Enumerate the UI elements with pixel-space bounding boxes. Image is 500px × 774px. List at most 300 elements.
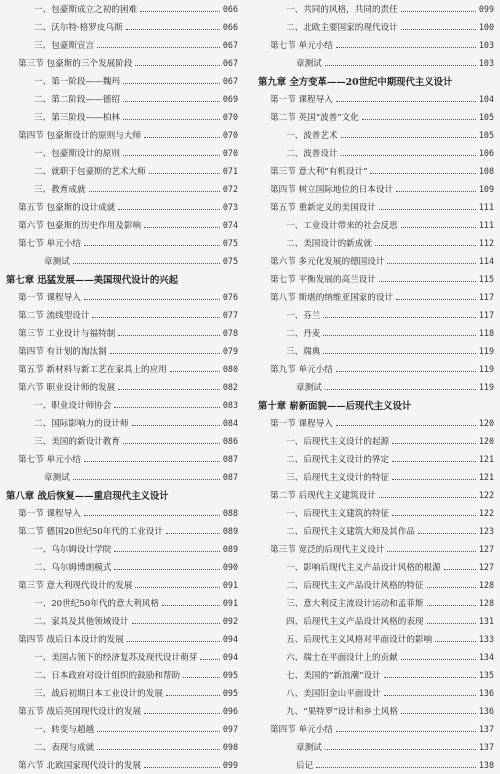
dot-leader bbox=[396, 299, 476, 300]
toc-entry-label: 一、后现代主义建筑的特征 bbox=[286, 509, 390, 519]
dot-leader bbox=[427, 605, 476, 606]
toc-entry-label: 二、波普设计 bbox=[286, 149, 338, 159]
dot-leader bbox=[384, 695, 476, 696]
toc-entry-page-number: 070 bbox=[222, 148, 238, 158]
dot-leader bbox=[140, 11, 220, 12]
toc-entry-item bbox=[258, 468, 494, 486]
toc-entry-section bbox=[6, 198, 238, 216]
dot-leader bbox=[387, 263, 475, 264]
dot-leader bbox=[114, 551, 220, 552]
toc-entry-page-number: 070 bbox=[222, 130, 238, 140]
toc-entry-item bbox=[258, 594, 494, 612]
toc-entry-label: 二、家具及其他领域设计 bbox=[34, 617, 129, 627]
toc-entry-section bbox=[6, 288, 238, 306]
toc-entry-label: 二、后现代主义产品设计风格的特征 bbox=[286, 581, 424, 591]
dot-leader bbox=[384, 677, 476, 678]
toc-entry-page-number: 066 bbox=[222, 22, 238, 32]
toc-entry-label: 第二节 英国“波普”文化 bbox=[270, 113, 359, 123]
toc-entry-label: 六、瑞士在平面设计上的贡献 bbox=[286, 653, 398, 663]
dot-leader bbox=[84, 299, 220, 300]
toc-entry-label: 第八节 斯堪的纳维亚国家的设计 bbox=[270, 293, 394, 303]
toc-entry-item bbox=[258, 0, 494, 18]
toc-entry-page-number: 121 bbox=[478, 454, 494, 464]
dot-leader bbox=[135, 587, 219, 588]
toc-entry-label: 第七节 单元小结 bbox=[18, 455, 81, 465]
toc-entry-test bbox=[6, 252, 238, 270]
toc-entry-page-number: 090 bbox=[222, 562, 238, 572]
toc-entry-item bbox=[258, 216, 494, 234]
toc-entry-label: 第三节 意大利现代设计的发展 bbox=[18, 581, 133, 591]
toc-entry-chapter bbox=[258, 72, 494, 90]
toc-entry-label: 三、后现代主义设计的特征 bbox=[286, 473, 390, 483]
dot-leader bbox=[435, 641, 476, 642]
toc-entry-section bbox=[258, 486, 494, 504]
dot-leader bbox=[97, 749, 220, 750]
toc-entry-page-number: 096 bbox=[222, 706, 238, 716]
toc-entry-label: 第三节 宽泛的后现代主义设计 bbox=[270, 545, 385, 555]
toc-entry-label: 二、第二阶段——德绍 bbox=[34, 95, 120, 105]
toc-entry-page-number: 127 bbox=[478, 562, 494, 572]
toc-entry-page-number: 104 bbox=[478, 94, 494, 104]
dot-leader bbox=[392, 443, 476, 444]
toc-entry-page-number: 120 bbox=[478, 436, 494, 446]
toc-entry-label: 一、波普艺术 bbox=[286, 131, 338, 141]
toc-entry-page-number: 112 bbox=[478, 238, 494, 248]
toc-entry-section bbox=[6, 504, 238, 522]
toc-entry-page-number: 108 bbox=[478, 166, 494, 176]
toc-entry-item bbox=[258, 522, 494, 540]
toc-entry-section bbox=[6, 54, 238, 72]
toc-entry-page-number: 083 bbox=[222, 400, 238, 410]
toc-entry-item bbox=[258, 648, 494, 666]
toc-entry-label: 章测试 bbox=[296, 59, 322, 69]
toc-entry-label: 一、芬兰 bbox=[286, 311, 321, 321]
toc-entry-page-number: 070 bbox=[222, 112, 238, 122]
dot-leader bbox=[97, 47, 220, 48]
toc-entry-page-number: 120 bbox=[478, 418, 494, 428]
dot-leader bbox=[325, 65, 476, 66]
toc-entry-label: 第七节 平衡发展的高兰设计 bbox=[270, 275, 376, 285]
toc-entry-label: 第七章 迅猛发展——美国现代设计的兴起 bbox=[6, 275, 179, 286]
toc-entry-label: 二、北欧主要国家的现代设计 bbox=[286, 23, 398, 33]
toc-entry-label: 一、工业设计带来的社会反思 bbox=[286, 221, 398, 231]
dot-leader bbox=[387, 551, 475, 552]
toc-entry-page-number: 123 bbox=[478, 526, 494, 536]
toc-entry-label: 章测试 bbox=[44, 473, 70, 483]
toc-entry-item bbox=[6, 18, 238, 36]
toc-entry-label: 三、教育成就 bbox=[34, 185, 86, 195]
dot-leader bbox=[392, 479, 476, 480]
toc-entry-page-number: 095 bbox=[222, 670, 238, 680]
toc-entry-section bbox=[258, 198, 494, 216]
toc-entry-item bbox=[6, 108, 238, 126]
toc-entry-item bbox=[6, 432, 238, 450]
toc-entry-label: 二、表现与成就 bbox=[34, 743, 95, 753]
toc-entry-section bbox=[258, 270, 494, 288]
dot-leader bbox=[123, 119, 220, 120]
toc-entry-item bbox=[6, 738, 238, 756]
toc-entry-page-number: 105 bbox=[478, 130, 494, 140]
toc-entry-page-number: 114 bbox=[478, 256, 494, 266]
toc-entry-page-number: 128 bbox=[478, 598, 494, 608]
toc-entry-page-number: 111 bbox=[478, 202, 494, 212]
dot-leader bbox=[200, 659, 220, 660]
toc-entry-item bbox=[6, 396, 238, 414]
toc-entry-page-number: 103 bbox=[478, 40, 494, 50]
toc-entry-label: 第四节 单元小结 bbox=[270, 725, 333, 735]
dot-leader bbox=[427, 587, 476, 588]
toc-entry-label: 三、美国的新设计教育 bbox=[34, 437, 120, 447]
toc-entry-page-number: 091 bbox=[222, 580, 238, 590]
dot-leader bbox=[126, 29, 220, 30]
toc-entry-item bbox=[6, 36, 238, 54]
toc-entry-page-number: 095 bbox=[222, 688, 238, 698]
toc-entry-label: 第四节 有计划的淘汰制 bbox=[18, 347, 107, 357]
dot-leader bbox=[73, 263, 220, 264]
toc-entry-item bbox=[258, 144, 494, 162]
toc-entry-label: 二、乌尔姆博朗模式 bbox=[34, 563, 112, 573]
toc-entry-page-number: 075 bbox=[222, 256, 238, 266]
toc-entry-page-number: 137 bbox=[478, 724, 494, 734]
toc-entry-label: 一、影响后现代主义产品设计风格的根源 bbox=[286, 563, 441, 573]
toc-entry-page-number: 091 bbox=[222, 598, 238, 608]
toc-entry-page-number: 105 bbox=[478, 112, 494, 122]
toc-entry-page-number: 099 bbox=[478, 4, 494, 14]
toc-entry-page-number: 082 bbox=[222, 382, 238, 392]
dot-leader bbox=[392, 515, 476, 516]
toc-entry-item bbox=[6, 720, 238, 738]
dot-leader bbox=[84, 461, 220, 462]
toc-entry-label: 七、美国的“新浪潮”设计 bbox=[286, 671, 381, 681]
toc-entry-page-number: 086 bbox=[222, 436, 238, 446]
toc-entry-section bbox=[6, 216, 238, 234]
toc-entry-page-number: 098 bbox=[222, 742, 238, 752]
toc-entry-page-number: 071 bbox=[222, 166, 238, 176]
toc-entry-page-number: 097 bbox=[222, 724, 238, 734]
dot-leader bbox=[401, 11, 476, 12]
toc-entry-page-number: 122 bbox=[478, 508, 494, 518]
dot-leader bbox=[123, 83, 220, 84]
toc-entry-label: 第一节 课程导入 bbox=[270, 95, 333, 105]
toc-entry-item bbox=[258, 612, 494, 630]
toc-entry-label: 一、职业设计师协会 bbox=[34, 401, 112, 411]
toc-entry-label: 三、意大利反主流设计运动和孟菲斯 bbox=[286, 599, 424, 609]
dot-leader bbox=[323, 335, 475, 336]
toc-entry-page-number: 137 bbox=[478, 742, 494, 752]
toc-entry-section bbox=[258, 414, 494, 432]
toc-entry-page-number: 100 bbox=[478, 22, 494, 32]
toc-entry-label: 二、沃尔特·格罗皮乌斯 bbox=[34, 23, 123, 33]
toc-entry-label: 第五节 包豪斯的设计成就 bbox=[18, 203, 116, 213]
toc-entry-label: 一、后现代主义设计的起源 bbox=[286, 437, 390, 447]
dot-leader bbox=[144, 227, 220, 228]
toc-entry-label: 一、美国占领下的经济复苏及现代设计萌芽 bbox=[34, 653, 198, 663]
dot-leader bbox=[123, 101, 220, 102]
toc-entry-label: 第一节 课程导入 bbox=[18, 293, 81, 303]
toc-entry-label: 八、美国旧金山平面设计 bbox=[286, 689, 381, 699]
toc-entry-label: 章测试 bbox=[44, 257, 70, 267]
toc-entry-page-number: 094 bbox=[222, 634, 238, 644]
toc-entry-item bbox=[6, 414, 238, 432]
toc-entry-item bbox=[258, 432, 494, 450]
toc-left-column bbox=[6, 0, 238, 774]
dot-leader bbox=[392, 461, 476, 462]
toc-entry-label: 五、后现代主义风格对平面设计的影响 bbox=[286, 635, 433, 645]
dot-leader bbox=[132, 425, 220, 426]
toc-entry-label: 二、美国设计的新成就 bbox=[286, 239, 372, 249]
dot-leader bbox=[144, 713, 220, 714]
toc-entry-section bbox=[258, 36, 494, 54]
toc-entry-section bbox=[6, 576, 238, 594]
toc-entry-label: 第八章 战后恢复——重启现代主义设计 bbox=[6, 491, 169, 502]
toc-entry-page-number: 106 bbox=[478, 148, 494, 158]
toc-entry-item bbox=[6, 90, 238, 108]
toc-entry-page-number: 078 bbox=[222, 328, 238, 338]
dot-leader bbox=[183, 677, 220, 678]
dot-leader bbox=[375, 245, 476, 246]
toc-entry-page-number: 099 bbox=[222, 760, 238, 770]
dot-leader bbox=[396, 191, 476, 192]
toc-entry-label: 三、瑞典 bbox=[286, 347, 321, 357]
toc-entry-page-number: 088 bbox=[222, 508, 238, 518]
toc-entry-item bbox=[258, 630, 494, 648]
toc-entry-item bbox=[6, 684, 238, 702]
toc-entry-page-number: 115 bbox=[478, 274, 494, 284]
toc-entry-label: 第二节 德国20世纪50年代的工业设计 bbox=[18, 527, 163, 537]
toc-entry-label: 第五节 战后英国现代设计的发展 bbox=[18, 707, 142, 717]
toc-entry-page-number: 127 bbox=[478, 544, 494, 554]
toc-entry-section bbox=[6, 522, 238, 540]
toc-entry-item bbox=[6, 72, 238, 90]
dot-leader bbox=[401, 29, 476, 30]
toc-entry-label: 二、丹麦 bbox=[286, 329, 321, 339]
toc-entry-page-number: 080 bbox=[222, 364, 238, 374]
toc-entry-test bbox=[258, 378, 494, 396]
toc-entry-section bbox=[258, 360, 494, 378]
dot-leader bbox=[123, 443, 220, 444]
toc-entry-label: 一、第一阶段——魏玛 bbox=[34, 77, 120, 87]
toc-entry-item bbox=[6, 666, 238, 684]
dot-leader bbox=[325, 749, 476, 750]
toc-entry-section bbox=[258, 90, 494, 108]
dot-leader bbox=[379, 281, 476, 282]
toc-entry-page-number: 103 bbox=[478, 58, 494, 68]
toc-entry-label: 第六节 职业设计师的发展 bbox=[18, 383, 116, 393]
toc-entry-label: 第六节 多元化发展的德国设计 bbox=[270, 257, 385, 267]
toc-entry-item bbox=[6, 612, 238, 630]
dot-leader bbox=[144, 137, 220, 138]
toc-entry-section bbox=[6, 378, 238, 396]
dot-leader bbox=[166, 533, 220, 534]
toc-entry-label: 第九节 单元小结 bbox=[270, 365, 333, 375]
toc-entry-item bbox=[6, 180, 238, 198]
toc-entry-label: 二、国际影响力的设计师 bbox=[34, 419, 129, 429]
toc-entry-section bbox=[258, 162, 494, 180]
toc-entry-label: 第七节 单元小结 bbox=[270, 41, 333, 51]
toc-entry-label: 第六节 包豪斯的历史作用及影响 bbox=[18, 221, 142, 231]
toc-entry-section bbox=[258, 720, 494, 738]
toc-entry-label: 一、包豪斯成立之初的困难 bbox=[34, 5, 138, 15]
toc-entry-item bbox=[258, 504, 494, 522]
dot-leader bbox=[444, 569, 476, 570]
dot-leader bbox=[84, 515, 220, 516]
toc-entry-page-number: 133 bbox=[478, 634, 494, 644]
toc-entry-label: 第六节 北欧国家现代设计的发展 bbox=[18, 761, 142, 771]
toc-entry-label: 二、就职于包豪斯的艺术大师 bbox=[34, 167, 146, 177]
toc-entry-label: 三、战后初期日本工业设计的发展 bbox=[34, 689, 163, 699]
toc-entry-test bbox=[258, 756, 494, 774]
toc-entry-label: 二、日本政府对设计组织的鼓励和帮助 bbox=[34, 671, 181, 681]
dot-leader bbox=[370, 173, 475, 174]
toc-entry-test bbox=[6, 468, 238, 486]
dot-leader bbox=[118, 335, 220, 336]
toc-entry-label: 第七节 单元小结 bbox=[18, 239, 81, 249]
toc-entry-page-number: 067 bbox=[222, 76, 238, 86]
toc-entry-section bbox=[258, 252, 494, 270]
toc-entry-label: 一、转变与超越 bbox=[34, 725, 95, 735]
dot-leader bbox=[114, 569, 220, 570]
toc-entry-item bbox=[258, 18, 494, 36]
toc-entry-page-number: 067 bbox=[222, 58, 238, 68]
toc-entry-section bbox=[258, 180, 494, 198]
dot-leader bbox=[127, 641, 220, 642]
toc-entry-label: 第四节 树立国际地位的日本设计 bbox=[270, 185, 394, 195]
toc-entry-item bbox=[258, 126, 494, 144]
dot-leader bbox=[166, 695, 220, 696]
toc-entry-item bbox=[6, 0, 238, 18]
toc-entry-page-number: 128 bbox=[478, 580, 494, 590]
dot-leader bbox=[123, 155, 220, 156]
toc-entry-label: 第四节 战后日本设计的发展 bbox=[18, 635, 124, 645]
toc-entry-page-number: 067 bbox=[222, 40, 238, 50]
toc-entry-label: 第五节 新材料与新工艺在家具上的应用 bbox=[18, 365, 167, 375]
toc-entry-page-number: 087 bbox=[222, 472, 238, 482]
dot-leader bbox=[418, 533, 476, 534]
toc-entry-page-number: 117 bbox=[478, 310, 494, 320]
toc-entry-section bbox=[6, 360, 238, 378]
toc-entry-label: 一、20世纪50年代的意大利风格 bbox=[34, 599, 159, 609]
toc-entry-section bbox=[6, 756, 238, 774]
dot-leader bbox=[362, 119, 476, 120]
dot-leader bbox=[401, 713, 476, 714]
toc-entry-page-number: 066 bbox=[222, 4, 238, 14]
toc-entry-page-number: 138 bbox=[478, 760, 494, 770]
dot-leader bbox=[144, 767, 220, 768]
toc-entry-item bbox=[258, 306, 494, 324]
dot-leader bbox=[114, 407, 220, 408]
toc-entry-label: 第十章 崭新面貌——后现代主义设计 bbox=[258, 401, 412, 412]
toc-entry-section bbox=[6, 702, 238, 720]
toc-entry-label: 章测试 bbox=[296, 743, 322, 753]
dot-leader bbox=[336, 731, 476, 732]
toc-entry-page-number: 087 bbox=[222, 454, 238, 464]
toc-entry-section bbox=[6, 234, 238, 252]
dot-leader bbox=[89, 191, 220, 192]
dot-leader bbox=[170, 371, 220, 372]
toc-entry-test bbox=[258, 54, 494, 72]
dot-leader bbox=[336, 101, 476, 102]
dot-leader bbox=[97, 731, 220, 732]
toc-entry-page-number: 119 bbox=[478, 382, 494, 392]
toc-entry-label: 二、后现代主义设计的界定 bbox=[286, 455, 390, 465]
dot-leader bbox=[73, 479, 220, 480]
toc-entry-page-number: 119 bbox=[478, 346, 494, 356]
toc-entry-page-number: 089 bbox=[222, 544, 238, 554]
toc-entry-label: 一、包豪斯设计的原则 bbox=[34, 149, 120, 159]
toc-entry-item bbox=[6, 594, 238, 612]
toc-entry-label: 第一节 课程导入 bbox=[270, 419, 333, 429]
toc-entry-label: 第四节 包豪斯设计的原则与大师 bbox=[18, 131, 142, 141]
toc-entry-label: 三、第三阶段——柏林 bbox=[34, 113, 120, 123]
toc-entry-page-number: 094 bbox=[222, 652, 238, 662]
dot-leader bbox=[401, 659, 476, 660]
dot-leader bbox=[323, 353, 475, 354]
toc-entry-page-number: 119 bbox=[478, 364, 494, 374]
toc-entry-label: 一、乌尔姆设计学院 bbox=[34, 545, 112, 555]
toc-entry-section bbox=[258, 288, 494, 306]
dot-leader bbox=[149, 173, 220, 174]
toc-entry-label: 第九章 全方变革——20世纪中期现代主义设计 bbox=[258, 77, 453, 88]
toc-entry-page-number: 117 bbox=[478, 292, 494, 302]
toc-entry-page-number: 074 bbox=[222, 220, 238, 230]
dot-leader bbox=[379, 209, 476, 210]
toc-entry-label: 九、“果特罗”设计和乡土风格 bbox=[286, 707, 398, 717]
dot-leader bbox=[341, 137, 476, 138]
dot-leader bbox=[427, 623, 476, 624]
toc-entry-page-number: 075 bbox=[222, 238, 238, 248]
toc-entry-item bbox=[258, 234, 494, 252]
toc-entry-item bbox=[258, 342, 494, 360]
dot-leader bbox=[84, 245, 220, 246]
toc-entry-section bbox=[6, 126, 238, 144]
toc-entry-item bbox=[258, 450, 494, 468]
dot-leader bbox=[118, 389, 220, 390]
toc-entry-section bbox=[6, 630, 238, 648]
dot-leader bbox=[118, 209, 220, 210]
toc-entry-item bbox=[6, 162, 238, 180]
toc-entry-label: 后记 bbox=[296, 761, 314, 771]
toc-entry-item bbox=[258, 684, 494, 702]
dot-leader bbox=[316, 767, 476, 768]
toc-entry-label: 第三节 工业设计与福特制 bbox=[18, 329, 116, 339]
toc-entry-label: 章测试 bbox=[296, 383, 322, 393]
toc-entry-page-number: 089 bbox=[222, 526, 238, 536]
dot-leader bbox=[401, 227, 476, 228]
dot-leader bbox=[336, 371, 476, 372]
toc-entry-page-number: 109 bbox=[478, 184, 494, 194]
toc-entry-label: 第五节 重新定义的美国设计 bbox=[270, 203, 376, 213]
dot-leader bbox=[325, 389, 476, 390]
dot-leader bbox=[336, 425, 476, 426]
toc-entry-label: 第三节 包豪斯的三个发展阶段 bbox=[18, 59, 133, 69]
toc-entry-section bbox=[258, 540, 494, 558]
toc-entry-page-number: 077 bbox=[222, 310, 238, 320]
toc-entry-item bbox=[258, 558, 494, 576]
toc-entry-item bbox=[258, 324, 494, 342]
dot-leader bbox=[336, 47, 476, 48]
dot-leader bbox=[379, 497, 476, 498]
toc-entry-page-number: 073 bbox=[222, 202, 238, 212]
toc-entry-section bbox=[258, 108, 494, 126]
toc-entry-label: 一、共同的风格，共同的责任 bbox=[286, 5, 398, 15]
toc-entry-page-number: 072 bbox=[222, 184, 238, 194]
toc-entry-label: 三、包豪斯宣言 bbox=[34, 41, 95, 51]
toc-entry-label: 第一节 课程导入 bbox=[18, 509, 81, 519]
toc-entry-chapter bbox=[258, 396, 494, 414]
toc-entry-page-number: 118 bbox=[478, 328, 494, 338]
toc-entry-page-number: 079 bbox=[222, 346, 238, 356]
toc-entry-test bbox=[258, 738, 494, 756]
